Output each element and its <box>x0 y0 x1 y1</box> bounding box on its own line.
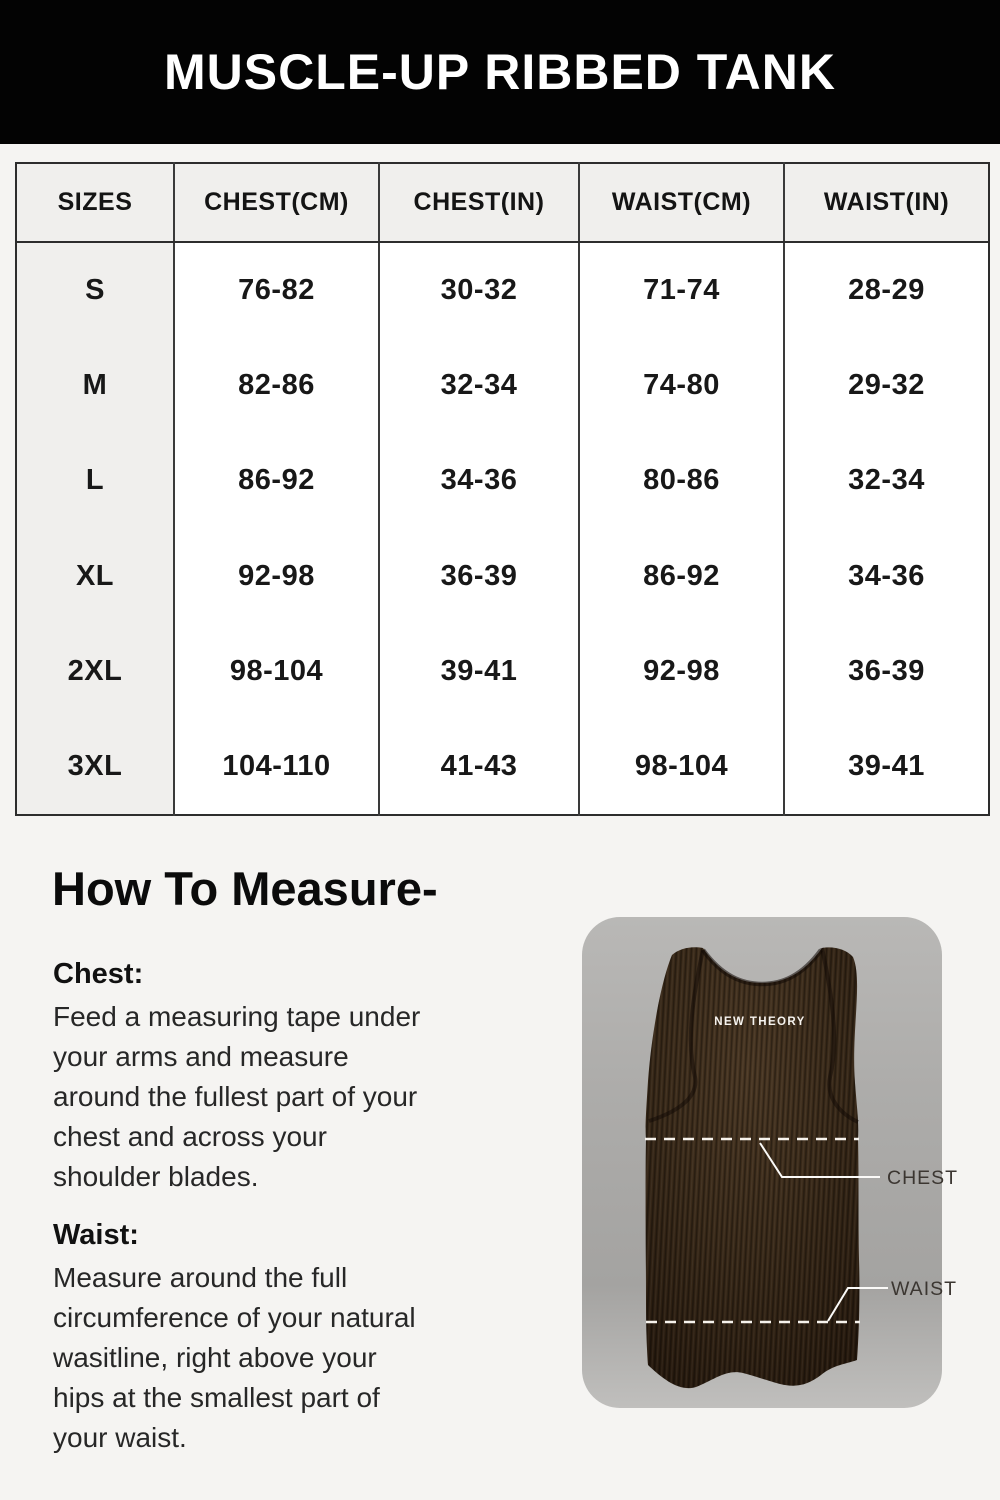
size-label: L <box>16 433 174 529</box>
waist-cm-value: 92-98 <box>579 624 784 720</box>
chest-cm-value: 82-86 <box>174 338 379 434</box>
title-banner <box>0 0 1000 144</box>
size-chart-table <box>15 162 990 816</box>
chest-instruction-line: shoulder blades. <box>53 1161 259 1192</box>
waist-cm-value: 74-80 <box>579 338 784 434</box>
size-label: M <box>16 338 174 434</box>
chest-in-value: 34-36 <box>379 433 579 529</box>
waist-instruction-line: hips at the smallest part of <box>53 1382 380 1413</box>
table-row-2xl <box>16 624 989 720</box>
chest-section-label: Chest: <box>53 958 144 990</box>
product-title: MUSCLE-UP RIBBED TANK <box>164 44 836 100</box>
chest-cm-value: 86-92 <box>174 433 379 529</box>
chest-cm-value: 98-104 <box>174 624 379 720</box>
how-to-measure-heading: How To Measure- <box>52 862 438 915</box>
chest-in-value: 30-32 <box>379 242 579 338</box>
chest-instruction-line: around the fullest part of your <box>53 1081 418 1112</box>
col-header-chest-cm: CHEST(CM) <box>174 163 379 242</box>
waist-instruction-line: wasitline, right above your <box>53 1342 377 1373</box>
waist-instruction-line: your waist. <box>53 1422 187 1453</box>
waist-cm-value: 98-104 <box>579 720 784 816</box>
chest-annotation-label: CHEST <box>887 1167 959 1189</box>
waist-in-value: 29-32 <box>784 338 989 434</box>
col-header-waist-in: WAIST(IN) <box>784 163 989 242</box>
table-row-3xl <box>16 720 989 816</box>
size-label: S <box>16 242 174 338</box>
table-row-xl <box>16 529 989 625</box>
waist-in-value: 32-34 <box>784 433 989 529</box>
brand-logo-text: NEW THEORY <box>714 1016 806 1028</box>
header-row <box>16 163 989 242</box>
waist-cm-value: 71-74 <box>579 242 784 338</box>
chest-in-value: 32-34 <box>379 338 579 434</box>
waist-section-label: Waist: <box>53 1219 139 1251</box>
col-header-chest-in: CHEST(IN) <box>379 163 579 242</box>
waist-annotation-label: WAIST <box>891 1278 958 1300</box>
chest-cm-value: 76-82 <box>174 242 379 338</box>
size-label: XL <box>16 529 174 625</box>
chest-cm-value: 92-98 <box>174 529 379 625</box>
chest-instruction-line: chest and across your <box>53 1121 327 1152</box>
chest-in-value: 39-41 <box>379 624 579 720</box>
waist-in-value: 28-29 <box>784 242 989 338</box>
chest-in-value: 41-43 <box>379 720 579 816</box>
table-row-s <box>16 242 989 338</box>
waist-in-value: 36-39 <box>784 624 989 720</box>
table-row-m <box>16 338 989 434</box>
waist-instruction-line: circumference of your natural <box>53 1302 416 1333</box>
col-header-sizes: SIZES <box>16 163 174 242</box>
waist-instruction-line: Measure around the full <box>53 1262 348 1293</box>
chest-instruction-line: your arms and measure <box>53 1041 349 1072</box>
tank-illustration <box>582 917 1000 1408</box>
chest-cm-value: 104-110 <box>174 720 379 816</box>
waist-cm-value: 80-86 <box>579 433 784 529</box>
waist-cm-value: 86-92 <box>579 529 784 625</box>
chest-in-value: 36-39 <box>379 529 579 625</box>
waist-in-value: 34-36 <box>784 529 989 625</box>
waist-instructions <box>53 1258 523 1458</box>
size-label: 3XL <box>16 720 174 816</box>
waist-in-value: 39-41 <box>784 720 989 816</box>
table-row-l <box>16 433 989 529</box>
chest-instructions <box>53 997 523 1197</box>
chest-instruction-line: Feed a measuring tape under <box>53 1001 421 1032</box>
col-header-waist-cm: WAIST(CM) <box>579 163 784 242</box>
size-label: 2XL <box>16 624 174 720</box>
